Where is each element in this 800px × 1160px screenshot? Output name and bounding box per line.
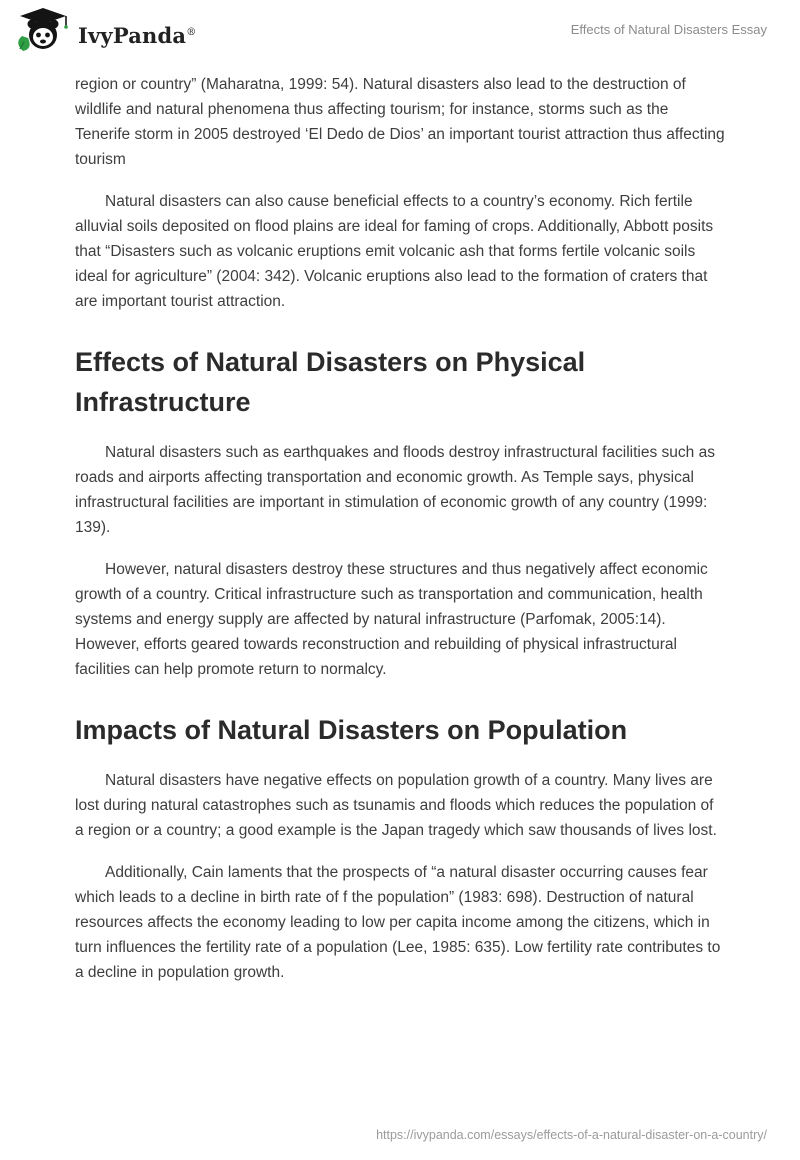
paragraph: region or country” (Maharatna, 1999: 54). Natural disasters also lead to the destruction of wildlife and natural phenomena thus affecting tourism; for instance, storms such as the Tenerife storm in 2005 destroyed ‘El Dedo de Dios’ an important tourist attraction thus affecting tourism bbox=[75, 76, 725, 168]
paragraph: Natural disasters can also cause beneficial effects to a country’s economy. Rich fertile alluvial soils deposited on flood plains are ideal for faming of crops. Additionally, Abbott posits that “Disasters such as volcanic eruptions emit volcanic ash that forms fertile volcanic soils ideal for agriculture” (2004: 342). Volcanic eruptions also lead to the formation of craters that are important tourist attraction. bbox=[75, 193, 714, 310]
brand-name bbox=[78, 17, 196, 48]
paragraph: However, natural disasters destroy these structures and thus negatively affect economic growth of a country. Critical infrastructure such as transportation and communication, health systems and energy supply are affected by natural infrastructure (Parfomak, 2005:14). However, efforts geared towards reconstruction and rebuilding of physical infrastructural facilities can help promote return to normalcy. bbox=[75, 561, 708, 678]
source-url[interactable]: https://ivypanda.com/essays/effects-of-a-natural-disaster-on-a-country/ bbox=[376, 1128, 767, 1142]
paragraph: Natural disasters such as earthquakes and floods destroy infrastructural facilities such as roads and airports affecting transportation and economic growth. As Temple says, physical infrastructural facilities are important in stimulation of economic growth of any country (1999: 139). bbox=[75, 444, 715, 536]
page-header bbox=[0, 0, 800, 56]
section-heading-population: Impacts of Natural Disasters on Population bbox=[75, 715, 628, 745]
section-heading-physical-infrastructure: Effects of Natural Disasters on Physical Infrastructure bbox=[75, 347, 586, 417]
document-title: Effects of Natural Disasters Essay bbox=[570, 22, 767, 37]
page-footer bbox=[376, 1126, 767, 1144]
essay-content bbox=[0, 56, 800, 985]
paragraph: Natural disasters have negative effects on population growth of a country. Many lives are lost during natural catastrophes such as tsunamis and floods which reduces the population of a region or a country; a good example is the Japan tragedy which saw thousands of lives lost. bbox=[75, 772, 717, 839]
brand-wordmark: IvyPanda bbox=[78, 22, 187, 48]
ivypanda-logo-icon bbox=[14, 8, 70, 56]
registered-mark: ® bbox=[186, 26, 197, 38]
brand[interactable] bbox=[14, 8, 196, 56]
paragraph: Additionally, Cain laments that the prospects of “a natural disaster occurring causes fear which leads to a decline in birth rate of f the population” (1983: 698). Destruction of natural resources affects the economy leading to low per capita income among the citizens, which in turn influences the fertility rate of a population (Lee, 1985: 635). Low fertility rate contributes to a decline in population growth. bbox=[75, 864, 721, 981]
